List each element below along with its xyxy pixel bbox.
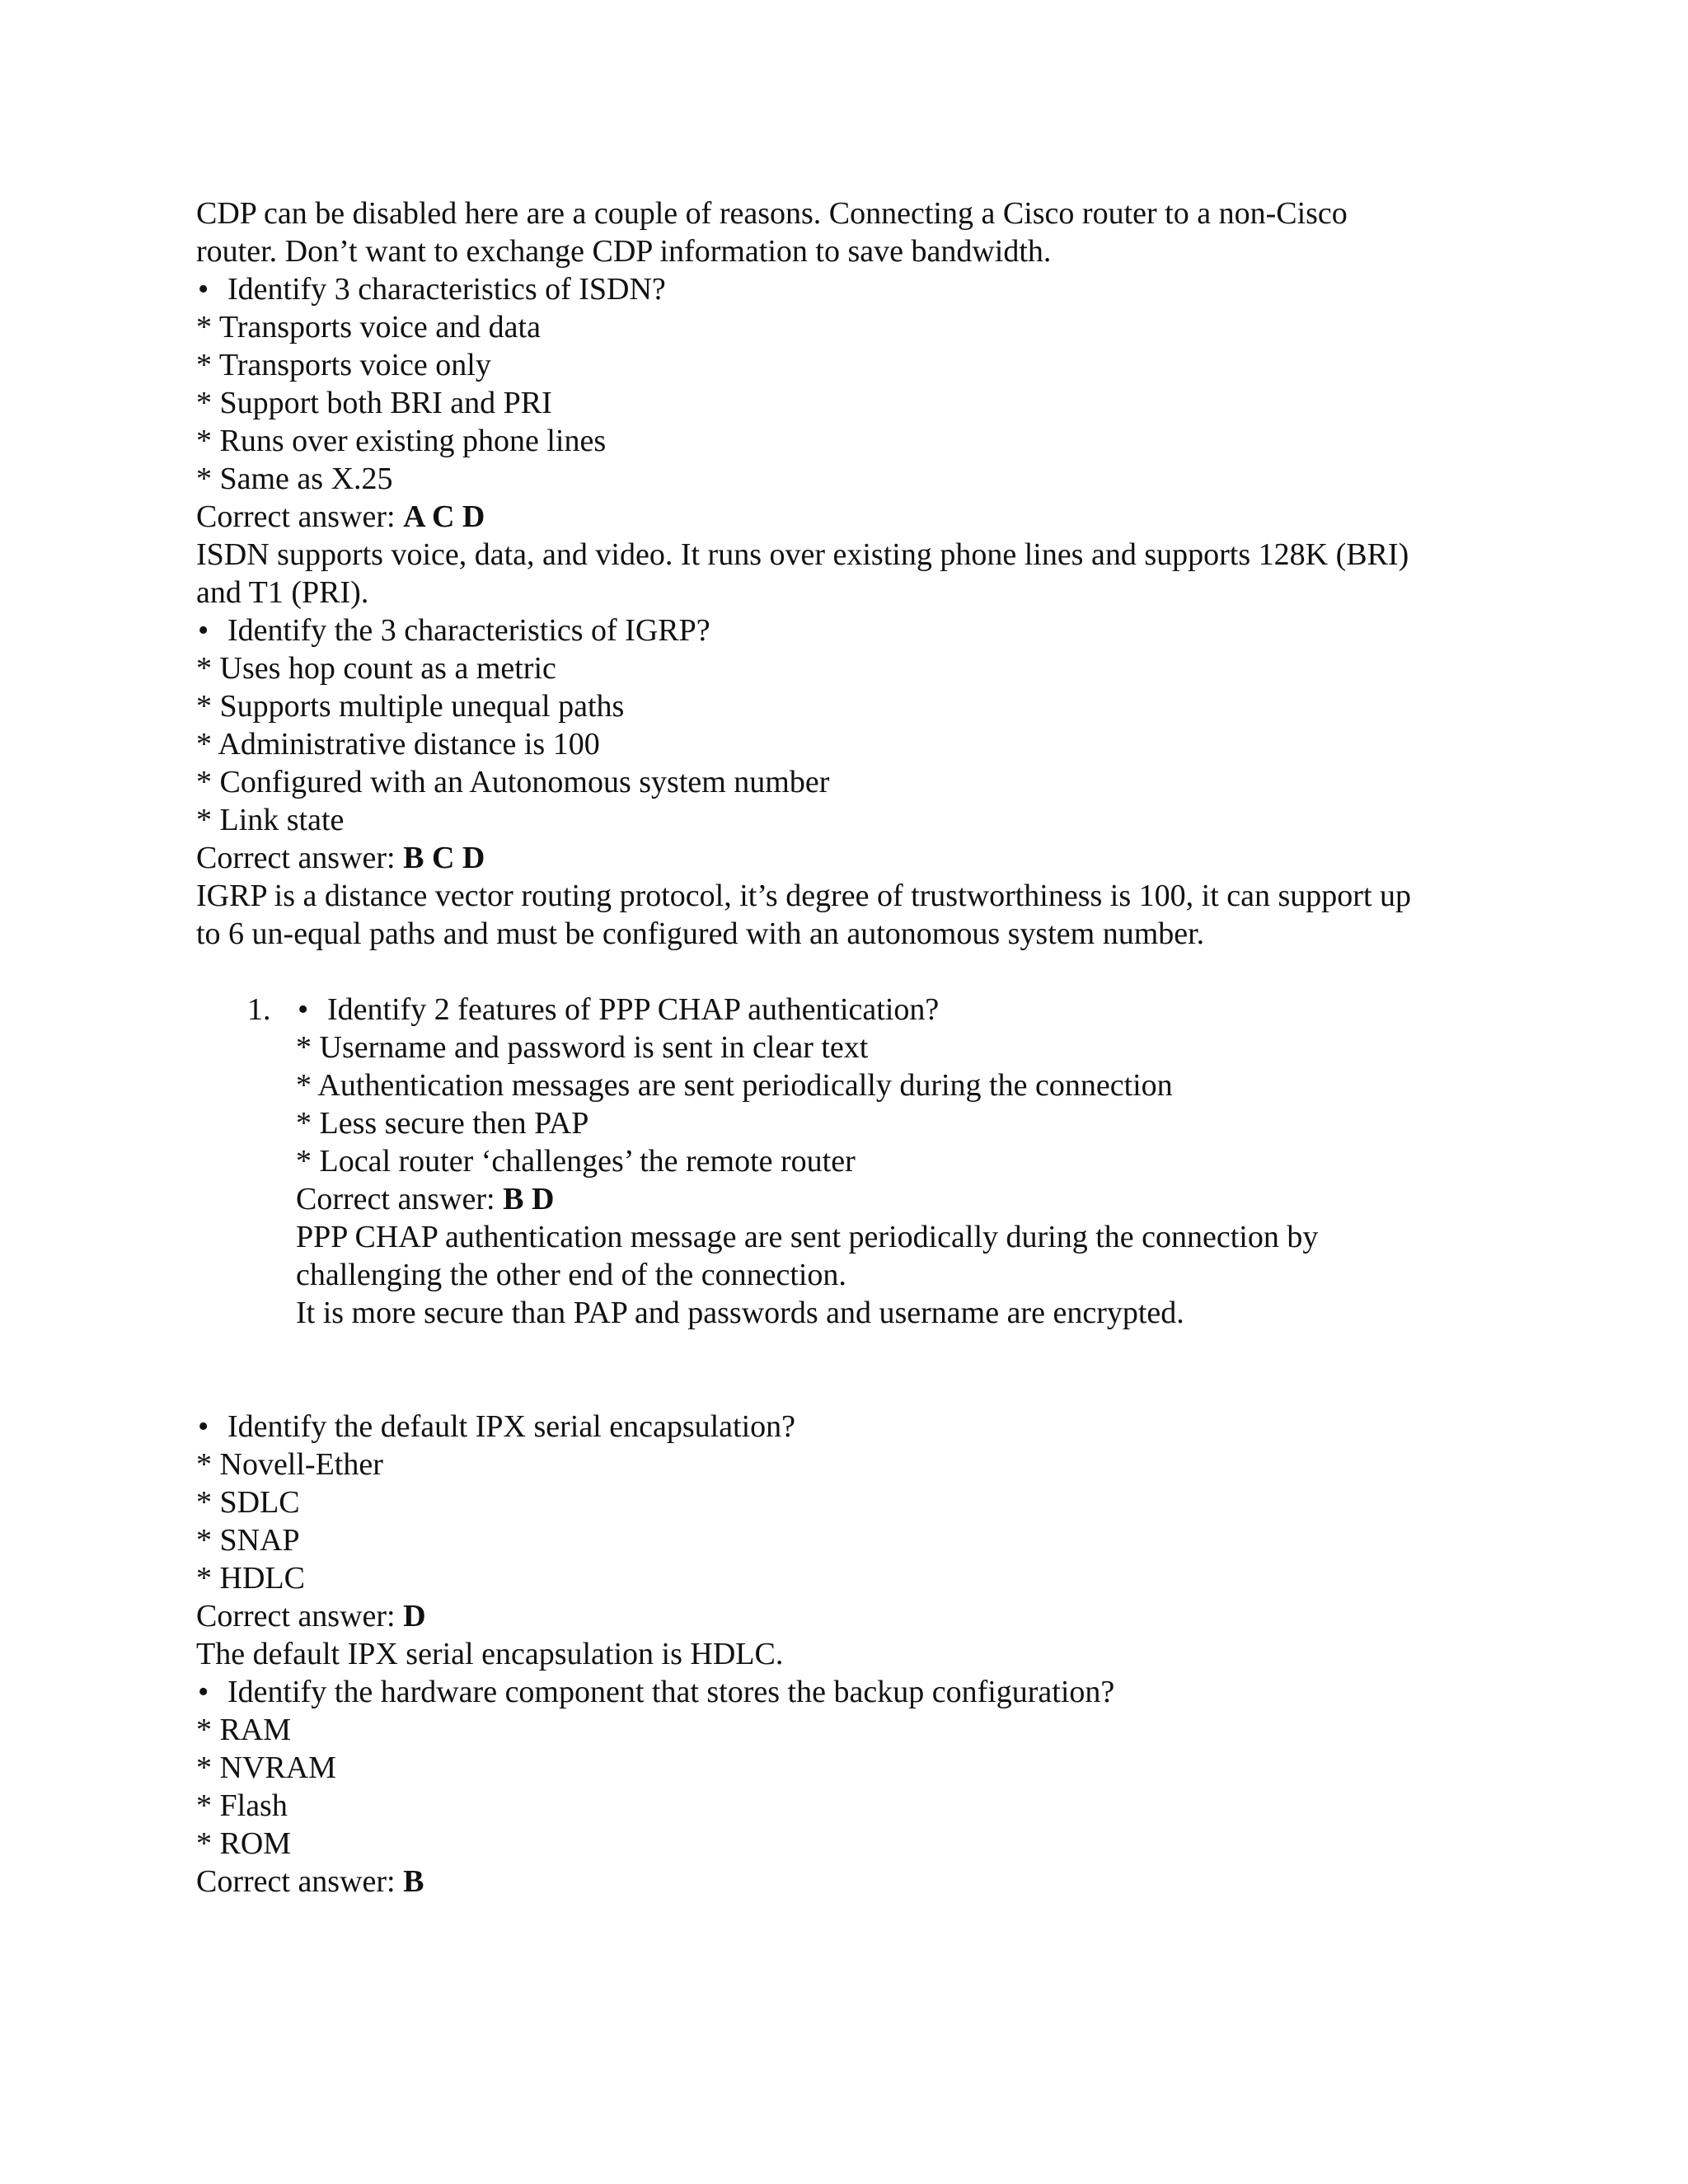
correct-answer (196, 1863, 1498, 1900)
answer-value: B D (503, 1182, 555, 1216)
answer-value: A C D (403, 499, 485, 534)
correct-answer (296, 1180, 1498, 1218)
explanation: PPP CHAP authentication message are sent periodically during the connection by (296, 1220, 1319, 1254)
answer-label: Correct answer: (296, 1182, 504, 1216)
question-text: Identify the hardware component that stores the backup configuration? (227, 1675, 1115, 1709)
question-chap (296, 991, 1498, 1029)
option: * Support both BRI and PRI (196, 386, 552, 420)
option: * HDLC (196, 1561, 305, 1596)
option: * Administrative distance is 100 (196, 727, 600, 762)
explanation: challenging the other end of the connection. (296, 1258, 846, 1292)
explanation: and T1 (PRI). (196, 575, 369, 610)
answer-label: Correct answer: (196, 841, 404, 875)
intro-line-1: CDP can be disabled here are a couple of reasons. Connecting a Cisco router to a non-Cisco (196, 196, 1348, 231)
option: * Authentication messages are sent periodically during the connection (296, 1068, 1173, 1103)
correct-answer (196, 1597, 1498, 1635)
option: * Supports multiple unequal paths (196, 689, 625, 724)
question-text: Identify 3 characteristics of ISDN? (227, 272, 666, 307)
spacer (196, 1332, 1498, 1408)
question-hardware (196, 1673, 1498, 1711)
option: * Novell-Ether (196, 1447, 383, 1482)
intro-line-2: router. Don’t want to exchange CDP information to save bandwidth. (196, 234, 1052, 269)
option: * NVRAM (196, 1750, 336, 1785)
bullet-icon: • (198, 1409, 209, 1444)
option: * RAM (196, 1713, 292, 1747)
explanation: ISDN supports voice, data, and video. It runs over existing phone lines and supports 128K (BRI) (196, 537, 1409, 572)
bullet-icon: • (298, 992, 309, 1027)
option: * ROM (196, 1826, 292, 1861)
bullet-icon: • (198, 272, 209, 307)
spacer (196, 953, 1498, 991)
option: * Link state (196, 803, 345, 837)
option: * Transports voice only (196, 348, 491, 382)
option: * SDLC (196, 1485, 300, 1520)
answer-label: Correct answer: (196, 1599, 404, 1633)
numbered-question-chap (196, 991, 1498, 1332)
option: * Uses hop count as a metric (196, 651, 556, 686)
correct-answer (196, 498, 1498, 536)
explanation: It is more secure than PAP and passwords and username are encrypted. (296, 1296, 1184, 1330)
question-text: Identify the default IPX serial encapsulation? (227, 1409, 796, 1444)
option: * SNAP (196, 1523, 300, 1558)
option: * Transports voice and data (196, 310, 541, 344)
option: * Flash (196, 1788, 288, 1823)
bullet-icon: • (198, 613, 209, 648)
option: * Less secure then PAP (296, 1106, 589, 1141)
answer-value: D (403, 1599, 426, 1633)
explanation: IGRP is a distance vector routing protocol, it’s degree of trustworthiness is 100, it can support up (196, 879, 1412, 913)
list-number: 1. (247, 992, 271, 1027)
question-text: Identify the 3 characteristics of IGRP? (227, 613, 710, 648)
question-ipx (196, 1408, 1498, 1446)
explanation: The default IPX serial encapsulation is HDLC. (196, 1637, 784, 1671)
option: * Configured with an Autonomous system number (196, 765, 830, 799)
answer-value: B C D (403, 841, 485, 875)
question-igrp (196, 612, 1498, 649)
explanation: to 6 un-equal paths and must be configured with an autonomous system number. (196, 916, 1205, 951)
answer-label: Correct answer: (196, 1864, 404, 1899)
option: * Runs over existing phone lines (196, 424, 607, 458)
bullet-icon: • (198, 1675, 209, 1709)
option: * Username and password is sent in clear text (296, 1030, 869, 1065)
question-isdn (196, 270, 1498, 308)
answer-label: Correct answer: (196, 499, 404, 534)
option: * Same as X.25 (196, 462, 393, 496)
option: * Local router ‘challenges’ the remote router (296, 1144, 856, 1179)
document-page (196, 194, 1498, 1900)
correct-answer (196, 839, 1498, 877)
answer-value: B (403, 1864, 424, 1899)
question-text: Identify 2 features of PPP CHAP authentication? (327, 992, 940, 1027)
